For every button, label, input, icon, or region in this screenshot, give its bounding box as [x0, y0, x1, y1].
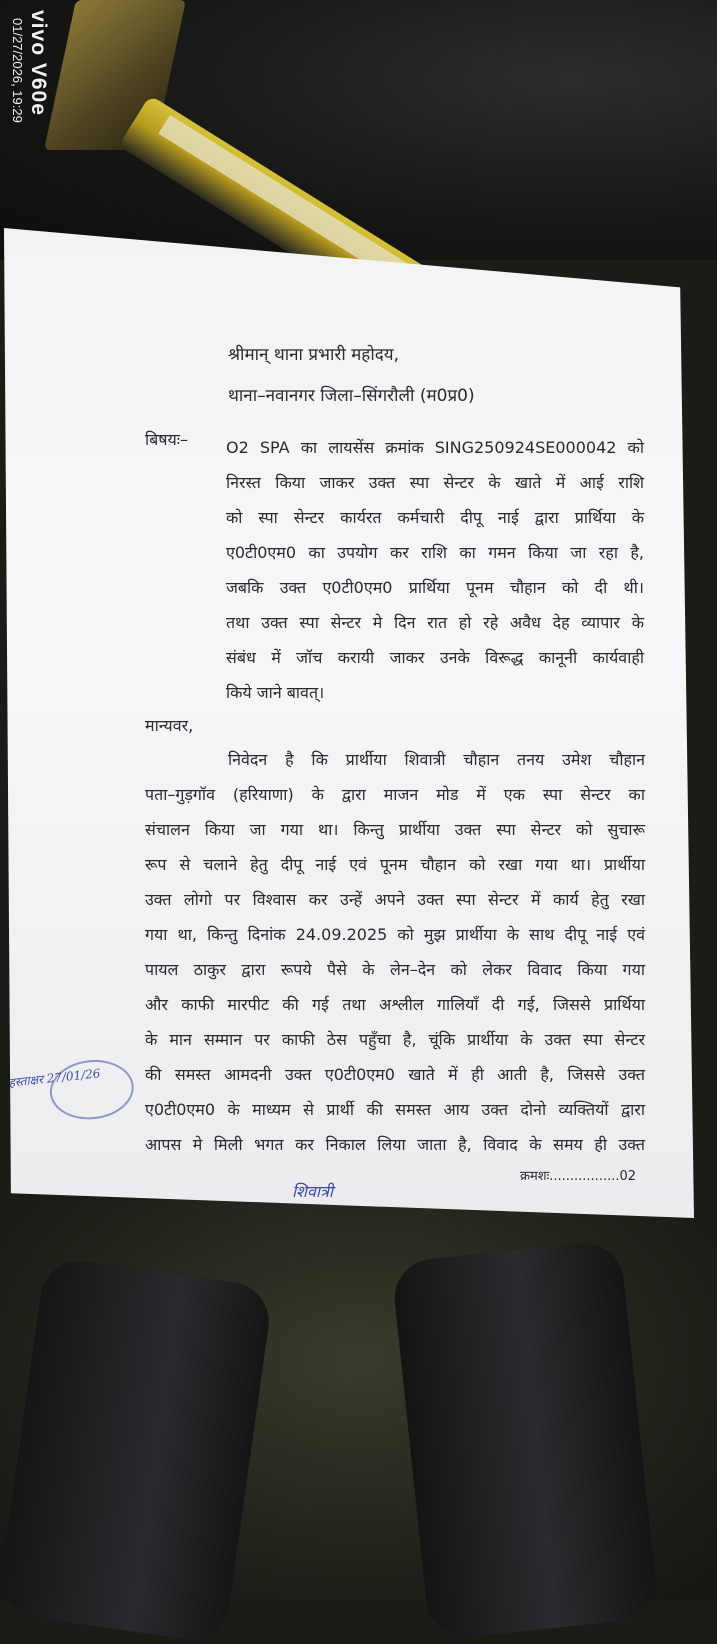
subject-line: जबकि उक्त ए0टी0एम0 प्रार्थिया पूनम चौहान को दी थी। [226, 578, 644, 597]
body-line: पता–गुड़गॉव (हरियाणा) के द्वारा माजन मोड में एक स्पा सेन्टर का [145, 785, 645, 804]
body-line: के मान सम्मान पर काफी ठेस पहुँचा है, चूंकि प्रार्थीया के उक्त स्पा सेन्टर [145, 1030, 645, 1049]
body-line: की समस्त आमदनी उक्त ए0टी0एम0 खाते में ही आती है, जिससे उक्त [145, 1065, 645, 1084]
body-line: संचालन किया जा गया था। किन्तु प्रार्थीया उक्त स्पा सेन्टर को सुचारू [145, 820, 645, 839]
body-line: गया था, किन्तु दिनांक 24.09.2025 को मुझ प्रार्थीया के साथ दीपू नाई एवं [145, 925, 645, 944]
addressee-line-1: श्रीमान् थाना प्रभारी महोदय, [228, 345, 400, 365]
subject-line: निरस्त किया जाकर उक्त स्पा सेन्टर के खाते में आई राशि [226, 473, 644, 492]
subject-label: बिषयः– [145, 430, 189, 449]
subject-line: को स्पा सेन्टर कार्यरत कर्मचारी दीपू नाई द्वारा प्रार्थिया के [226, 508, 644, 527]
body-line: उक्त लोगो पर विश्वास कर उन्हें अपने उक्त स्पा सेन्टर में कार्य हेतु रखा [145, 890, 645, 909]
subject-line: संबंध में जॉच करायी जाकर उनके विरूद्ध कानूनी कार्यवाही [226, 648, 644, 667]
subject-line: ए0टी0एम0 का उपयोग कर राशि का गमन किया जा रहा है, [226, 543, 644, 562]
body-line: और काफी मारपीट की गई तथा अश्लील गालियाँ दी गई, जिससे प्रार्थिया [145, 995, 645, 1014]
handwritten-stamp [7, 1052, 124, 1133]
handwritten-signature: शिवात्री [292, 1182, 334, 1201]
stamp-text: हस्ताक्षर 27/01/26 [7, 1066, 102, 1090]
body-line: आपस मे मिली भगत कर निकाल लिया जाता है, विवाद के समय ही उक्त [145, 1135, 645, 1154]
subject-line: किये जाने बावत्। [226, 683, 325, 702]
subject-line: O2 SPA का लायसेंस क्रमांक SING250924SE000042 को [226, 438, 644, 457]
watermark-datetime: 01/27/2026, 19:29 [10, 18, 25, 123]
body-line: ए0टी0एम0 के माध्यम से प्रार्थी की समस्त आय उक्त दोनो व्यक्तियों द्वारा [145, 1100, 645, 1119]
watermark-brand: vivo V60e [27, 10, 50, 116]
body-line: निवेदन है कि प्रार्थीया शिवात्री चौहान तनय उमेश चौहान [228, 750, 645, 769]
background-leg-right [391, 1239, 659, 1641]
continuation-marker: क्रमशः.................02 [520, 1169, 637, 1184]
camera-watermark [10, 10, 50, 170]
subject-line: तथा उक्त स्पा सेन्टर मे दिन रात हो रहे अवैध देह व्यापार के [226, 613, 644, 632]
body-line: रूप से चलाने हेतु दीपू नाई एवं पूनम चौहान को रखा गया था। प्रार्थीया [145, 855, 645, 874]
body-line: पायल ठाकुर द्वारा रूपये पैसे के लेन–देन को लेकर विवाद किया गया [145, 960, 645, 979]
salutation: मान्यवर, [145, 716, 194, 735]
addressee-line-2: थाना–नवानगर जिला–सिंगरौली (म0प्र0) [228, 386, 475, 406]
